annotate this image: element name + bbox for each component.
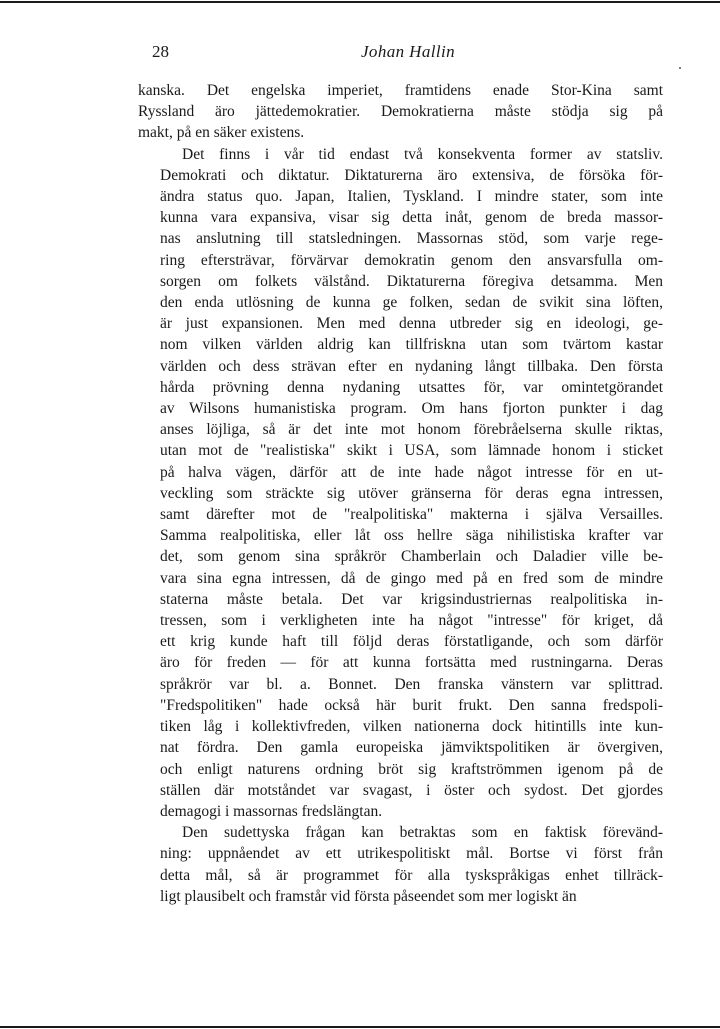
text-line: Den sudettyska frågan kan betraktas som en faktisk förevänd- — [182, 824, 663, 842]
text-line: kunna vara expansiva, visar sig detta inåt, genom de breda massor- — [160, 209, 663, 227]
page-number: 28 — [152, 42, 169, 61]
paragraph — [138, 822, 663, 907]
text-line: anses löjliga, så är det inte mot honom förebråelserna skulle riktas, — [160, 421, 663, 439]
scan-border-bottom — [0, 1026, 720, 1028]
text-line: "Fredspolitiken" hade också här burit frukt. Den sanna fredspoli- — [160, 696, 663, 714]
text-line: äro för freden — för att kunna fortsätta med rustningarna. Deras — [160, 654, 663, 672]
text-line: tiken låg i kollektivfreden, vilken nationerna dock hitintills inte kun- — [160, 718, 663, 736]
text-line: Samma realpolitiska, eller låt oss hellre säga nihilistiska krafter var — [160, 527, 663, 545]
text-line: nom vilken världen aldrig kan tillfriskna utan som tvärtom kastar — [160, 336, 663, 354]
paragraph — [138, 80, 663, 144]
text-line: ring eftersträvar, förvärvar demokratin genom den ansvarsfulla om- — [160, 251, 663, 269]
page-header — [152, 42, 664, 66]
scan-border-top — [0, 1, 720, 3]
text-line: detta mål, så är programmet för alla tyskspråkigas enhet tillräck- — [160, 866, 663, 884]
text-line: sorgen om folkets välstånd. Diktaturerna föregiva detsamma. Men — [160, 272, 663, 290]
text-line: på halva vägen, därför att de inte hade något intresse för en ut- — [160, 463, 663, 481]
text-line: nat fördra. Den gamla europeiska jämviktspolitiken är övergiven, — [160, 739, 663, 757]
text-line: språkrör var bl. a. Bonnet. Den franska vänstern var splittrad. — [160, 675, 663, 693]
text-line: Demokrati och diktatur. Diktaturerna äro extensiva, de försöka för- — [160, 166, 663, 184]
text-line: den enda utlösning de kunna ge folken, sedan de svikit sina löften, — [160, 294, 663, 312]
text-line: demagogi i massornas fredslängtan. — [160, 802, 383, 820]
text-line: världen och dess strävan efter en nydaning långt tillbaka. Den första — [160, 357, 663, 375]
running-head: Johan Hallin — [360, 42, 456, 61]
text-line: samt därefter mot de "realpolitiska" makterna i själva Versailles. — [160, 506, 663, 524]
body-text — [138, 80, 663, 907]
text-line: vara sina egna intressen, då de gingo med på en fred som de mindre — [160, 569, 663, 587]
text-line: hårda prövning denna nydaning utsattes för, var omintetgörandet — [160, 378, 663, 396]
text-line: ligt plausibelt och framstår vid första påseendet som mer logiskt än — [160, 887, 577, 905]
text-line: veckling som sträckte sig utöver gränserna för deras egna intressen, — [160, 484, 663, 502]
scan-speck — [679, 67, 681, 69]
text-line: nas anslutning till statsledningen. Massornas stöd, som varje rege- — [160, 230, 663, 248]
text-line: utan mot de "realistiska" skikt i USA, som lämnade honom i sticket — [160, 442, 663, 460]
text-line: tressen, som i verkligheten inte ha något "intresse" för kriget, då — [160, 612, 663, 630]
text-line: staterna måste betala. Det var krigsindustriernas realpolitiska in- — [160, 590, 663, 608]
text-line: ställen där motståndet var svagast, i öster och sydost. Det gjordes — [160, 781, 663, 799]
text-line: Det finns i vår tid endast två konsekventa former av statsliv. — [182, 145, 663, 163]
text-line: Ryssland äro jättedemokratier. Demokratierna måste stödja sig på — [138, 103, 663, 121]
text-line: är just expansionen. Men med denna utbreder sig en ideologi, ge- — [160, 315, 663, 333]
text-line: ning: uppnåendet av ett utrikespolitiskt mål. Bortse vi först från — [160, 845, 663, 863]
text-line: av Wilsons humanistiska program. Om hans fjorton punkter i dag — [160, 400, 663, 418]
text-line: kanska. Det engelska imperiet, framtidens enade Stor-Kina samt — [138, 82, 663, 99]
text-line: och enligt naturens ordning bröt sig kraftströmmen igenom på de — [160, 760, 663, 778]
text-line: makt, på en säker existens. — [138, 124, 305, 142]
paragraph — [138, 144, 663, 823]
text-line: det, som genom sina språkrör Chamberlain och Daladier ville be- — [160, 548, 663, 566]
text-line: ändra status quo. Japan, Italien, Tyskland. I mindre stater, som inte — [160, 188, 663, 206]
text-line: ett krig kunde haft till följd deras förstatligande, och som därför — [160, 633, 663, 651]
